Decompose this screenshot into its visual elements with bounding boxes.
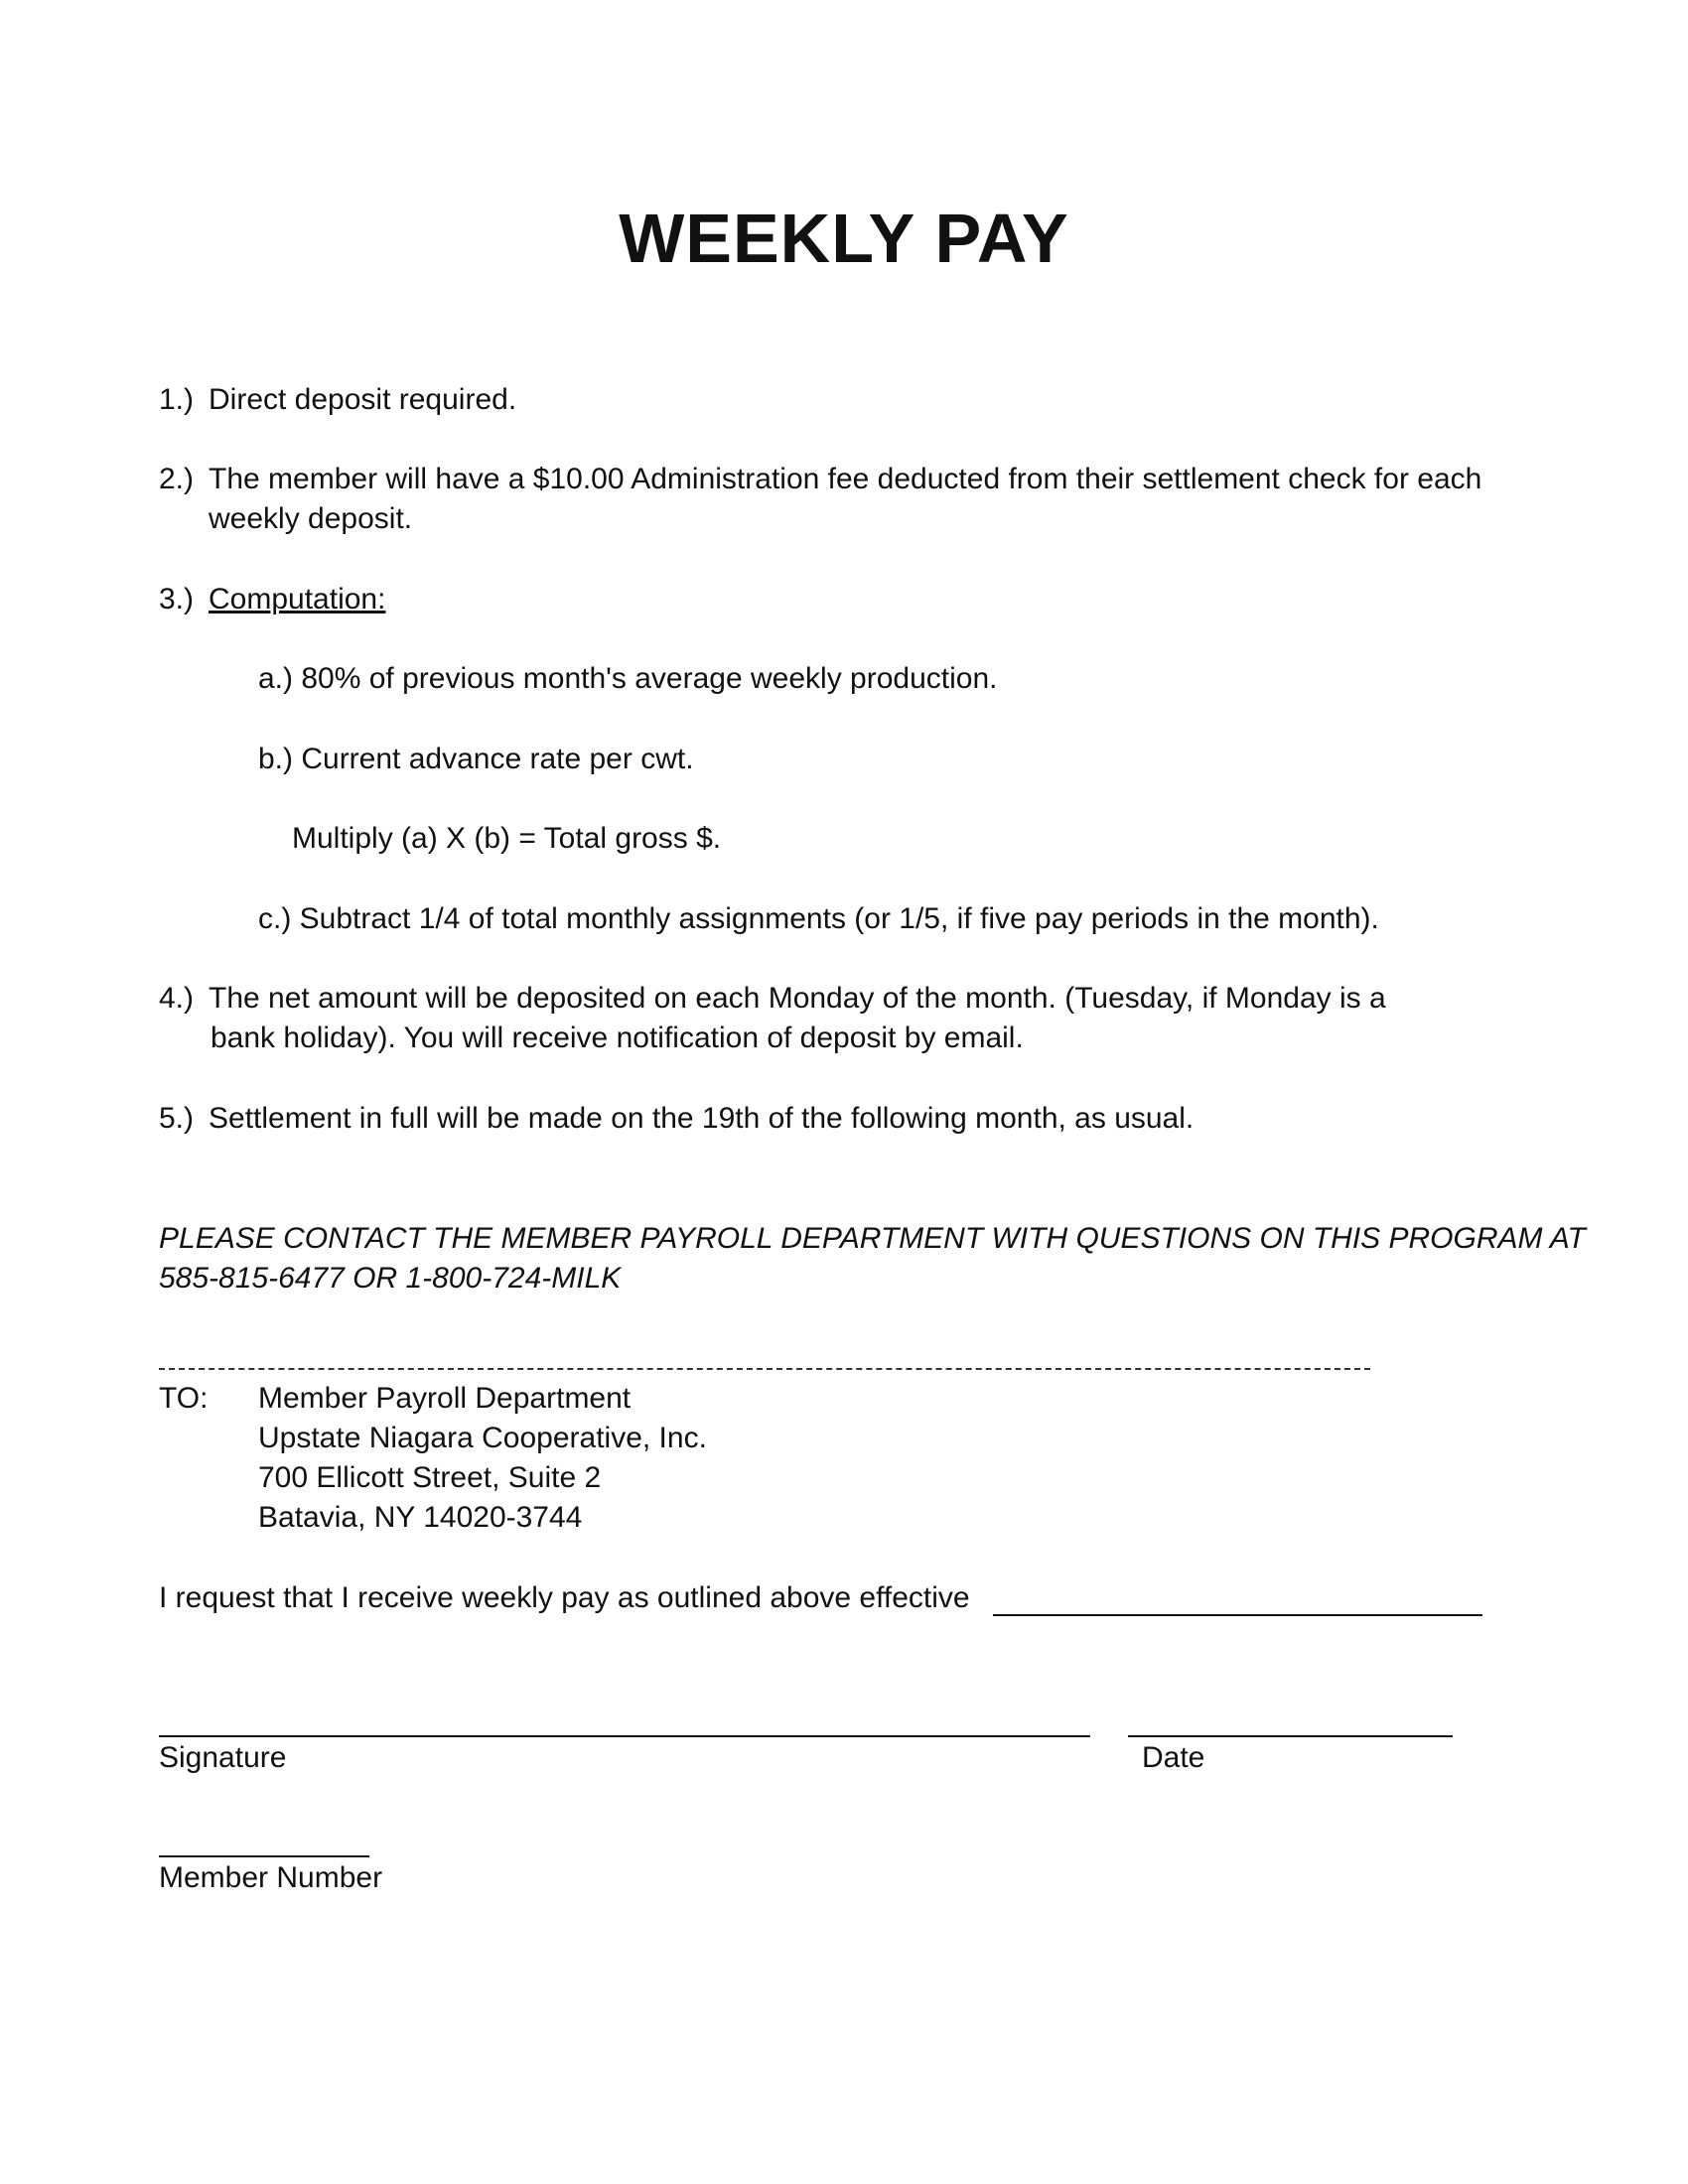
computation-b: b.) Current advance rate per cwt. (258, 743, 694, 775)
to-label: TO: (159, 1382, 209, 1415)
computation-c: c.) Subtract 1/4 of total monthly assignments (or 1/5, if five pay periods in the month). (258, 902, 1379, 935)
page-title: WEEKLY PAY (619, 200, 1069, 277)
item-4-text-line1: The net amount will be deposited on each Monday of the month. (Tuesday, if Monday is a (209, 982, 1386, 1015)
date-label: Date (1142, 1741, 1205, 1774)
computation-a: a.) 80% of previous month's average weekly production. (258, 662, 998, 695)
request-text: I request that I receive weekly pay as outlined above effective (159, 1581, 970, 1614)
item-5-text: Settlement in full will be made on the 19th of the following month, as usual. (209, 1102, 1195, 1135)
date-blank[interactable] (1128, 1735, 1453, 1737)
contact-line-1: PLEASE CONTACT THE MEMBER PAYROLL DEPARTMENT WITH QUESTIONS ON THIS PROGRAM AT (159, 1222, 1586, 1255)
address-line-2: Upstate Niagara Cooperative, Inc. (258, 1422, 707, 1454)
member-number-label: Member Number (159, 1861, 383, 1894)
computation-multiply: Multiply (a) X (b) = Total gross $. (292, 822, 722, 855)
item-1-text: Direct deposit required. (209, 383, 517, 416)
signature-blank[interactable] (159, 1735, 1090, 1737)
signature-label: Signature (159, 1741, 287, 1774)
item-2-text-line1: The member will have a $10.00 Administration fee deducted from their settlement check for each (209, 463, 1482, 495)
address-line-1: Member Payroll Department (258, 1382, 632, 1415)
effective-date-blank[interactable] (993, 1614, 1482, 1616)
computation-heading: Computation: (209, 583, 386, 615)
item-4-text-line2: bank holiday). You will receive notification of deposit by email. (211, 1022, 1024, 1054)
item-2-text-line2: weekly deposit. (209, 502, 413, 535)
address-line-4: Batavia, NY 14020-3744 (258, 1501, 583, 1534)
address-line-3: 700 Ellicott Street, Suite 2 (258, 1461, 602, 1494)
item-1-number: 1.) (159, 383, 195, 416)
item-3-number: 3.) (159, 583, 195, 615)
contact-line-2: 585-815-6477 OR 1-800-724-MILK (159, 1262, 622, 1295)
item-5-number: 5.) (159, 1102, 195, 1135)
item-2-number: 2.) (159, 463, 195, 495)
cut-line-divider (159, 1368, 1370, 1370)
member-number-blank[interactable] (159, 1855, 369, 1857)
item-4-number: 4.) (159, 982, 195, 1015)
